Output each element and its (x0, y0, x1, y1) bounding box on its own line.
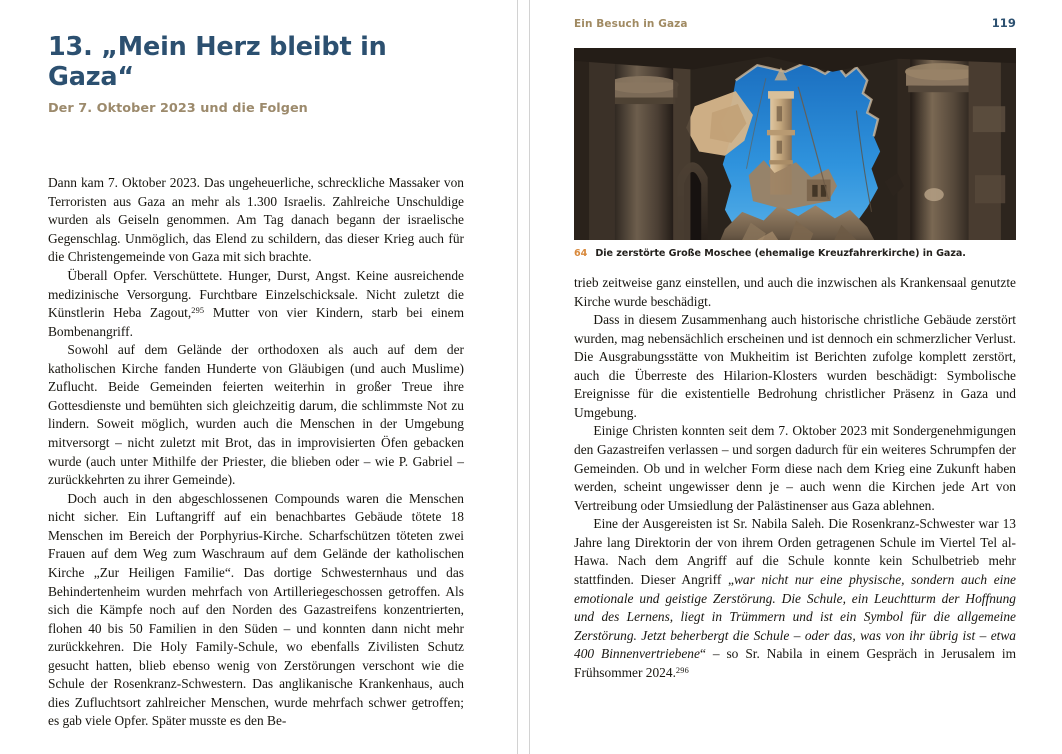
figure-number: 64 (574, 248, 588, 259)
figure-caption (574, 248, 1016, 260)
paragraph-6: Dass in diesem Zusammenhang auch historische christliche Gebäude zerstört wurden, mag nebensächlich erscheinen und ist dennoch ein schmerzlicher Verlust. Die Ausgrabungsstätte von Mukheitim ist Berichten zufolge komplett zerstört, auch die Überreste des Hilarion-Klosters wurden beschädigt: Symbolische Ereignisse für die existentielle Bedrohung christlicher Präsenz in Gaza und Umgebung. (574, 312, 1016, 420)
page-title: 13. „Mein Herz bleibt in Gaza“ (48, 32, 387, 93)
paragraph-1: Dann kam 7. Oktober 2023. Das ungeheuerliche, schreckliche Massaker von Terroristen aus Gaza an mehr als 1.300 Israelis. Zahlreiche Unschuldige wurden als Geiseln genommen. Am Tag danach begann der israelische Gegenschlag. Unmöglich, das Elend zu schildern, das dieser Krieg auch für die Christengemeinde von Gaza mit sich brachte. (48, 175, 464, 265)
paragraph-3: Sowohl auf dem Gelände der orthodoxen als auch auf dem der katholischen Kirche fanden Hunderte von Gläubigen (und auch Muslime) Zuflucht. Beide Gemeinden feierten weiterhin in großer Treue ihre Gottesdienste und bemühten sich gleichzeitig darum, die schlimmste Not zu lindern. Soweit möglich, wurden auch die Menschen in der Umgebung mitversorgt – nicht zuletzt mit Brot, das in improvisierten Öfen gebacken wurde (auch unter Mithilfe der Priester, die blieben oder – wie P. Gabriel – zurückkehrten zu ihrer Gemeinde). (48, 342, 464, 488)
paragraph-5: trieb zeitweise ganz einstellen, und auch die inzwischen als Krankensaal genutzte Kirche wurde beschädigt. (574, 274, 1016, 309)
running-head (574, 0, 1016, 30)
photo-destroyed-great-mosque (574, 48, 1016, 240)
chapter-subtitle: Der 7. Oktober 2023 und die Folgen (48, 101, 308, 117)
photo-illustration (574, 48, 1016, 240)
paragraph-8 (574, 515, 1016, 682)
left-page (0, 0, 516, 754)
paragraph-8-text-after-quote: “ – so Sr. Nabila in einem Gespräch in Jerusalem im Frühsommer 2024. (574, 646, 1016, 680)
nabila-saleh-quote: war nicht nur eine physische, sondern auch eine emotionale und geistige Zerstörung. Die Schule, ein Leuchtturm der Hoffnung und des Lernens, liegt in Trümmern und ist ein Symbol für die allgemeine Zerstörung. Jetzt beherbergt die Schule – oder das, was von ihr übrig ist – etwa 400 Binnenvertriebene (574, 571, 1016, 662)
right-body-column (574, 274, 1016, 682)
paragraph-2 (48, 267, 464, 341)
figure-64 (574, 48, 1016, 260)
paragraph-4: Doch auch in den abgeschlossenen Compounds waren die Menschen nicht sicher. Ein Luftangriff auf ein benachbartes Gebäude tötete 18 Menschen im Bereich der Porphyrius-Kirche. Scharfschützen töteten zwei Frauen auf dem Weg zum Waschraum auf dem Gelände der katholischen Kirche „Zur Heiligen Familie“. Das dortige Schwesternhaus und das Behindertenheim wurden mehrfach von Artilleriegeschossen getroffen. Als sich die Kämpfe noch auf den Norden des Gazastreifens konzentrierten, flohen 40 bis 50 Familien in den Süden – und konnten dann nicht mehr zurückkehren. Die Holy Family-Schule, wo ebenfalls Zivilisten Schutz gesucht hatten, blieb ebenso wenig von Zerstörungen verschont wie die Schule der Rosenkranz-Schwestern. Das anglikanische Krankenhaus, auch dies Zufluchtsort zahlreicher Menschen, wurde mehrfach schwer getroffen; es gab viele Opfer. Später musste es den Be- (48, 490, 464, 729)
running-head-title: Ein Besuch in Gaza (574, 18, 688, 30)
paragraph-2-text-before-footnote: Überall Opfer. Verschüttete. Hunger, Durst, Angst. Keine ausreichende medizinische Versorgung. Furchtbare Einzelschicksale. Nicht zuletzt die Künstlerin Heba Zagout, (48, 267, 464, 321)
footnote-marker-295[interactable]: 295 (191, 306, 205, 316)
chapter-heading-block (48, 32, 464, 116)
paragraph-7: Einige Christen konnten seit dem 7. Oktober 2023 mit Sondergenehmigungen den Gazastreifen verlassen – und sorgen dadurch für ein weiteres Schrumpfen der Gemeinden. Ob und in welcher Form diese nach dem Krieg eine Zukunft haben werden, scheint ungewisser denn je – auch wenn die Kirchen jede Art von Vertreibung oder Umsiedlung der Palästinenser aus Gaza ablehnen. (574, 423, 1016, 513)
footnote-marker-296[interactable]: 296 (675, 665, 689, 675)
paragraph-2-text-after-footnote: Mutter von vier Kindern, starb bei einem Bombenangriff. (48, 305, 464, 339)
paragraph-8-text-before-quote: Eine der Ausgereisten ist Sr. Nabila Saleh. Die Rosenkranz-Schwester war 13 Jahre lang Direktorin der von ihrem Orden getragenen Schule im Viertel Tel al-Hawa. Nach dem Angriff auf die Schule konnte kein Schulbetrieb mehr stattfinden. Dieser Angriff „ (574, 516, 1016, 587)
page-number: 119 (991, 16, 1016, 30)
right-page (516, 0, 1062, 754)
left-body-column (48, 174, 464, 731)
figure-caption-text: Die zerstörte Große Moschee (ehemalige Kreuzfahrerkirche) in Gaza. (595, 248, 966, 259)
